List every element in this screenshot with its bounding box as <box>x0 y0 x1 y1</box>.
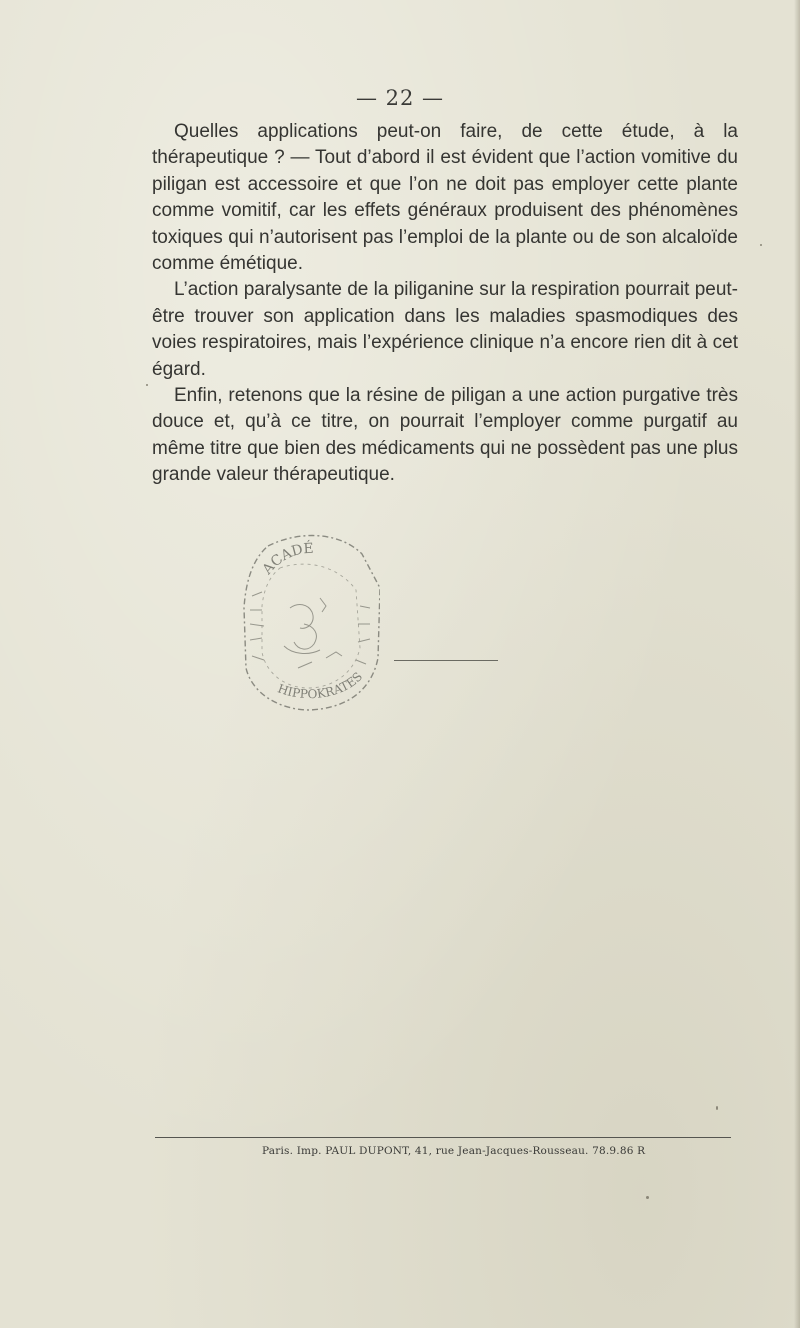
page-edge-shadow <box>794 0 800 1328</box>
paragraph-purgative-action: Enfin, retenons que la résine de piligan a une action purgative très douce et, qu’à ce titre, on pourrait l’employer comme purgatif au même titre que bien des médicaments qui ne possèdent pas une plus grande valeur thérapeutique. <box>152 385 738 486</box>
stamp-divider-line <box>394 660 498 661</box>
paper-speck <box>646 1196 649 1199</box>
library-stamp-icon <box>240 528 380 718</box>
stamp-text-bottom: HIPPOKRATES <box>275 669 366 702</box>
paper-speck <box>760 244 762 246</box>
paper-speck <box>716 1106 718 1110</box>
printer-imprint: Paris. Imp. PAUL DUPONT, 41, rue Jean-Jacques-Rousseau. 78.9.86 R <box>262 1145 646 1157</box>
paragraph-respiratory-action: L’action paralysante de la piliganine sur la respiration pourrait peut-être trouver son application dans les maladies spasmodiques des voies respiratoires, mais l’expérience clinique n’a encore rien dit à cet égard. <box>152 279 739 380</box>
body-text <box>152 119 738 489</box>
paragraph-therapeutic-applications: Quelles applications peut-on faire, de cette étude, à la thérapeutique ? — Tout d’abord il est évident que l’action vomitive du piligan est accessoire et que l’on ne doit pas employer cette plante comme vomitif, car les effets généraux produisent des phénomènes toxiques qui n’autorisent pas l’emploi de la plante ou de son alcaloïde comme émétique. <box>152 121 738 275</box>
paper-speck <box>146 384 148 386</box>
page-number: — 22 — <box>355 86 445 110</box>
svg-text:ACADÉ <box>259 539 314 579</box>
footer-rule <box>155 1137 731 1138</box>
svg-text:HIPPOKRATES <box>276 669 365 701</box>
stamp-text-top: ACADÉ <box>259 540 315 578</box>
